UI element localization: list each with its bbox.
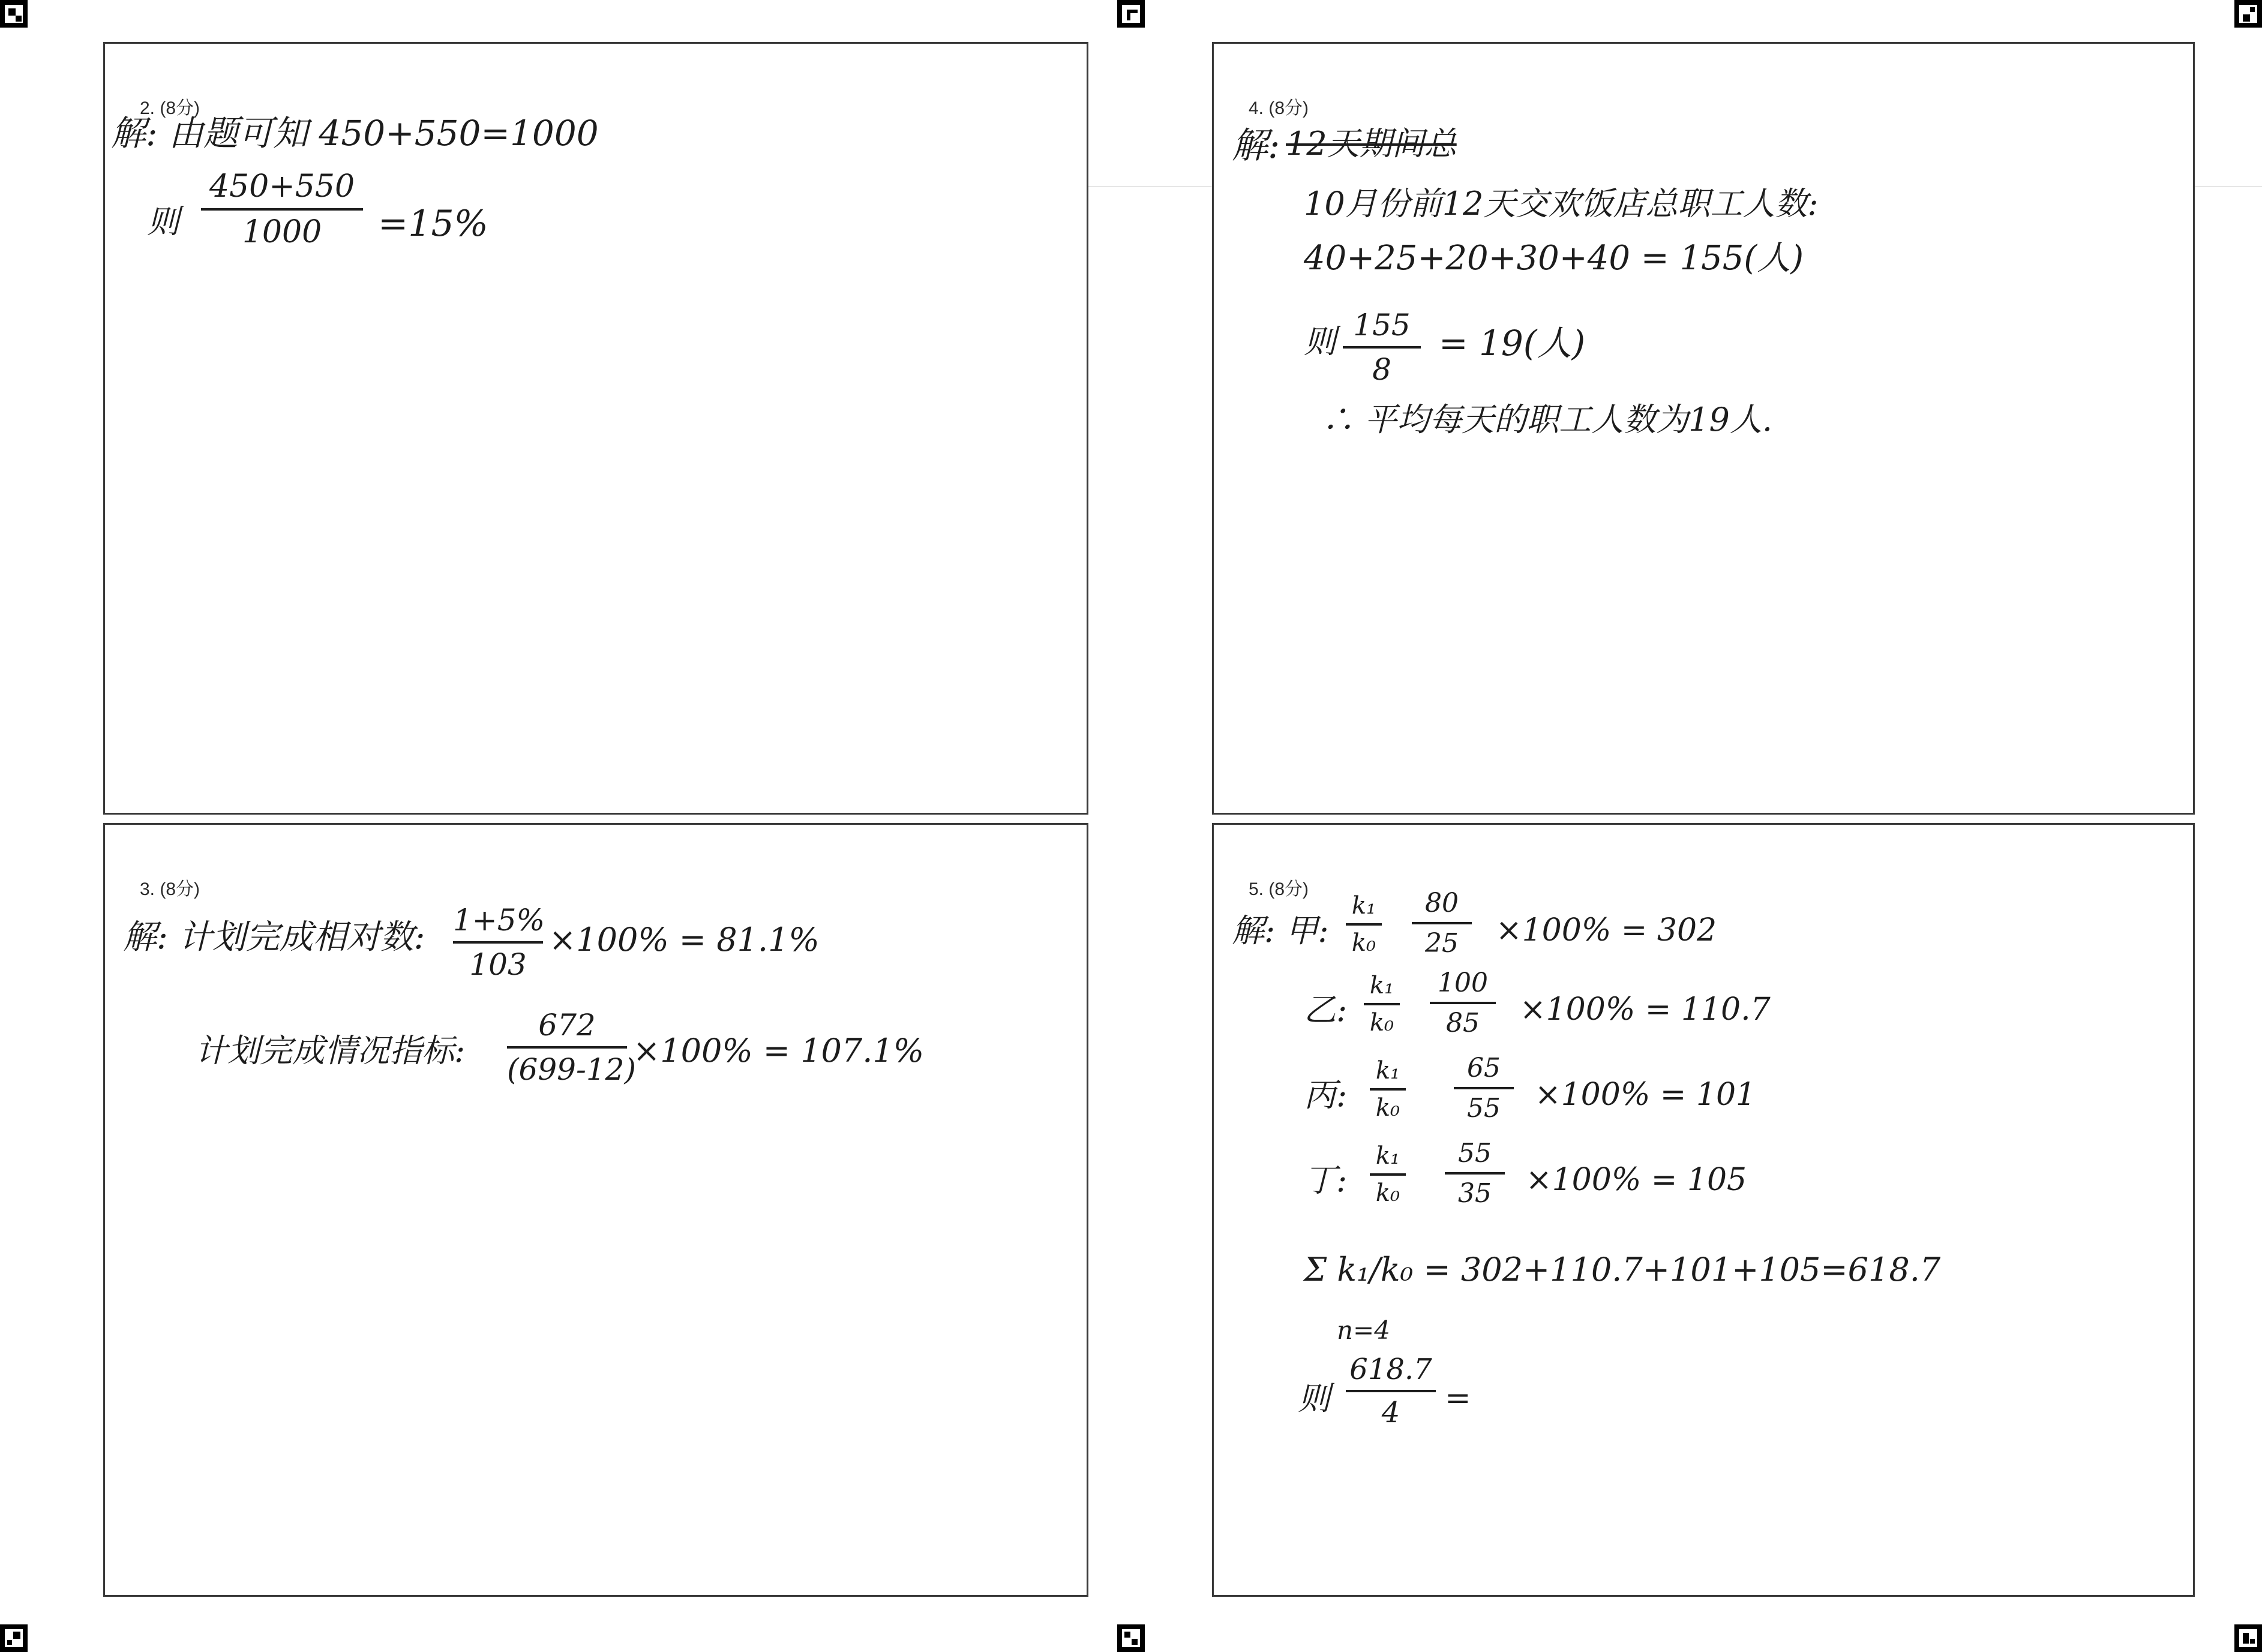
fraction-numerator: k₁ — [1375, 1142, 1400, 1170]
handwritten-then: 则 — [1304, 323, 1336, 361]
corner-marker-top-left — [0, 0, 28, 28]
fraction-numerator: 155 — [1353, 308, 1411, 343]
handwritten-then: 则 — [1298, 1380, 1330, 1417]
ratio-symbol — [1370, 1057, 1406, 1122]
handwritten-label: 解: 甲: — [1232, 912, 1329, 950]
fraction-numerator: 450+550 — [209, 169, 355, 205]
struck-out-text: 12天期间总 — [1286, 125, 1457, 163]
answer-box-q5 — [1212, 823, 2195, 1597]
handwritten-fraction — [1412, 888, 1472, 959]
fraction-numerator: 618.7 — [1349, 1353, 1432, 1386]
fraction-denominator: 8 — [1372, 352, 1391, 387]
handwritten-result: =15% — [378, 203, 488, 245]
fraction-denominator: 25 — [1425, 928, 1459, 959]
fraction-bar — [1454, 1087, 1514, 1089]
handwritten-result: ×100% = 105 — [1526, 1162, 1747, 1198]
fraction-numerator: 100 — [1438, 968, 1488, 998]
handwritten-fraction — [1343, 308, 1421, 387]
fraction-bar — [1412, 922, 1472, 924]
handwritten-line: 解: 计划完成相对数: — [123, 918, 425, 957]
fraction-denominator: 103 — [469, 947, 527, 982]
corner-marker-top-right — [2234, 0, 2262, 28]
handwritten-n: n=4 — [1337, 1315, 1390, 1345]
handwritten-fraction — [1445, 1138, 1505, 1209]
ratio-symbol — [1364, 972, 1400, 1037]
handwritten-fraction — [453, 903, 543, 982]
handwritten-fraction — [1454, 1053, 1514, 1124]
corner-marker-bottom-center — [1117, 1624, 1145, 1652]
fraction-numerator: k₁ — [1375, 1057, 1400, 1085]
fraction-bar — [1445, 1172, 1505, 1175]
handwritten-line: 解: 由题可知 450+550=1000 — [111, 113, 599, 154]
question-label: 2. (8分) — [140, 98, 200, 118]
handwritten-fraction — [1346, 1353, 1436, 1429]
fraction-numerator: 672 — [538, 1008, 596, 1043]
question-label: 5. (8分) — [1249, 879, 1309, 899]
fraction-denominator: k₀ — [1351, 929, 1376, 957]
handwritten-label: 丙: — [1304, 1076, 1348, 1114]
fraction-bar — [1364, 1003, 1400, 1005]
handwritten-result: ×100% = 110.7 — [1520, 992, 1771, 1028]
handwritten-result: ×100% = 101 — [1535, 1077, 1756, 1113]
handwritten-result: = 19(人) — [1439, 323, 1586, 364]
handwritten-label: 丁: — [1304, 1161, 1348, 1199]
fraction-bar — [453, 941, 543, 944]
fraction-bar — [1346, 923, 1382, 926]
handwritten-then: 则 — [147, 203, 179, 241]
fraction-bar — [1346, 1390, 1436, 1392]
fraction-bar — [1370, 1088, 1406, 1091]
fraction-denominator: 1000 — [242, 214, 322, 250]
answer-box-q2 — [103, 42, 1088, 815]
handwritten-line: 10月份前12天交欢饭店总职工人数: — [1304, 185, 1819, 223]
fraction-denominator: 35 — [1458, 1178, 1492, 1209]
fraction-numerator: 80 — [1425, 888, 1459, 918]
handwritten-label: 乙: — [1304, 991, 1348, 1029]
handwritten-line: 解: — [1232, 125, 1280, 167]
fraction-bar — [1370, 1173, 1406, 1176]
fraction-denominator: k₀ — [1375, 1094, 1400, 1122]
fraction-denominator: 85 — [1446, 1008, 1480, 1038]
handwritten-line: 计划完成情况指标: — [195, 1032, 466, 1070]
fraction-numerator: 1+5% — [453, 903, 545, 938]
handwritten-sum-line: Σ k₁/k₀ = 302+110.7+101+105=618.7 — [1304, 1251, 1941, 1288]
handwritten-result: ×100% = 302 — [1496, 912, 1717, 948]
fraction-numerator: 55 — [1458, 1138, 1492, 1169]
fraction-denominator: k₀ — [1375, 1179, 1400, 1207]
fraction-bar — [1343, 346, 1421, 349]
handwritten-fraction — [1430, 968, 1496, 1038]
answer-box-q3 — [103, 823, 1088, 1597]
handwritten-result: ×100% = 107.1% — [633, 1032, 925, 1070]
ratio-symbol — [1370, 1142, 1406, 1207]
ratio-symbol — [1346, 892, 1382, 957]
handwritten-result: ×100% = 81.1% — [549, 921, 820, 959]
handwritten-line: ∴ 平均每天的职工人数为19人. — [1322, 401, 1773, 438]
corner-marker-bottom-right — [2234, 1624, 2262, 1652]
question-label: 3. (8分) — [140, 879, 200, 899]
handwritten-fraction — [201, 169, 363, 250]
question-label: 4. (8分) — [1249, 98, 1309, 118]
fraction-bar — [507, 1046, 627, 1049]
handwritten-fraction — [507, 1008, 636, 1087]
handwritten-line: 40+25+20+30+40 = 155(人) — [1304, 239, 1804, 278]
corner-marker-top-center — [1117, 0, 1145, 28]
corner-marker-bottom-left — [0, 1624, 28, 1652]
fraction-numerator: 65 — [1467, 1053, 1501, 1083]
fraction-bar — [1430, 1002, 1496, 1004]
fraction-denominator: 4 — [1381, 1396, 1400, 1429]
answer-box-q4 — [1212, 42, 2195, 815]
fraction-denominator: (699-12) — [507, 1052, 636, 1087]
handwritten-result: = — [1445, 1380, 1471, 1416]
fraction-numerator: k₁ — [1351, 892, 1376, 920]
fraction-denominator: 55 — [1467, 1093, 1501, 1124]
fraction-denominator: k₀ — [1369, 1009, 1394, 1037]
fraction-bar — [201, 208, 363, 211]
fraction-numerator: k₁ — [1369, 972, 1394, 999]
